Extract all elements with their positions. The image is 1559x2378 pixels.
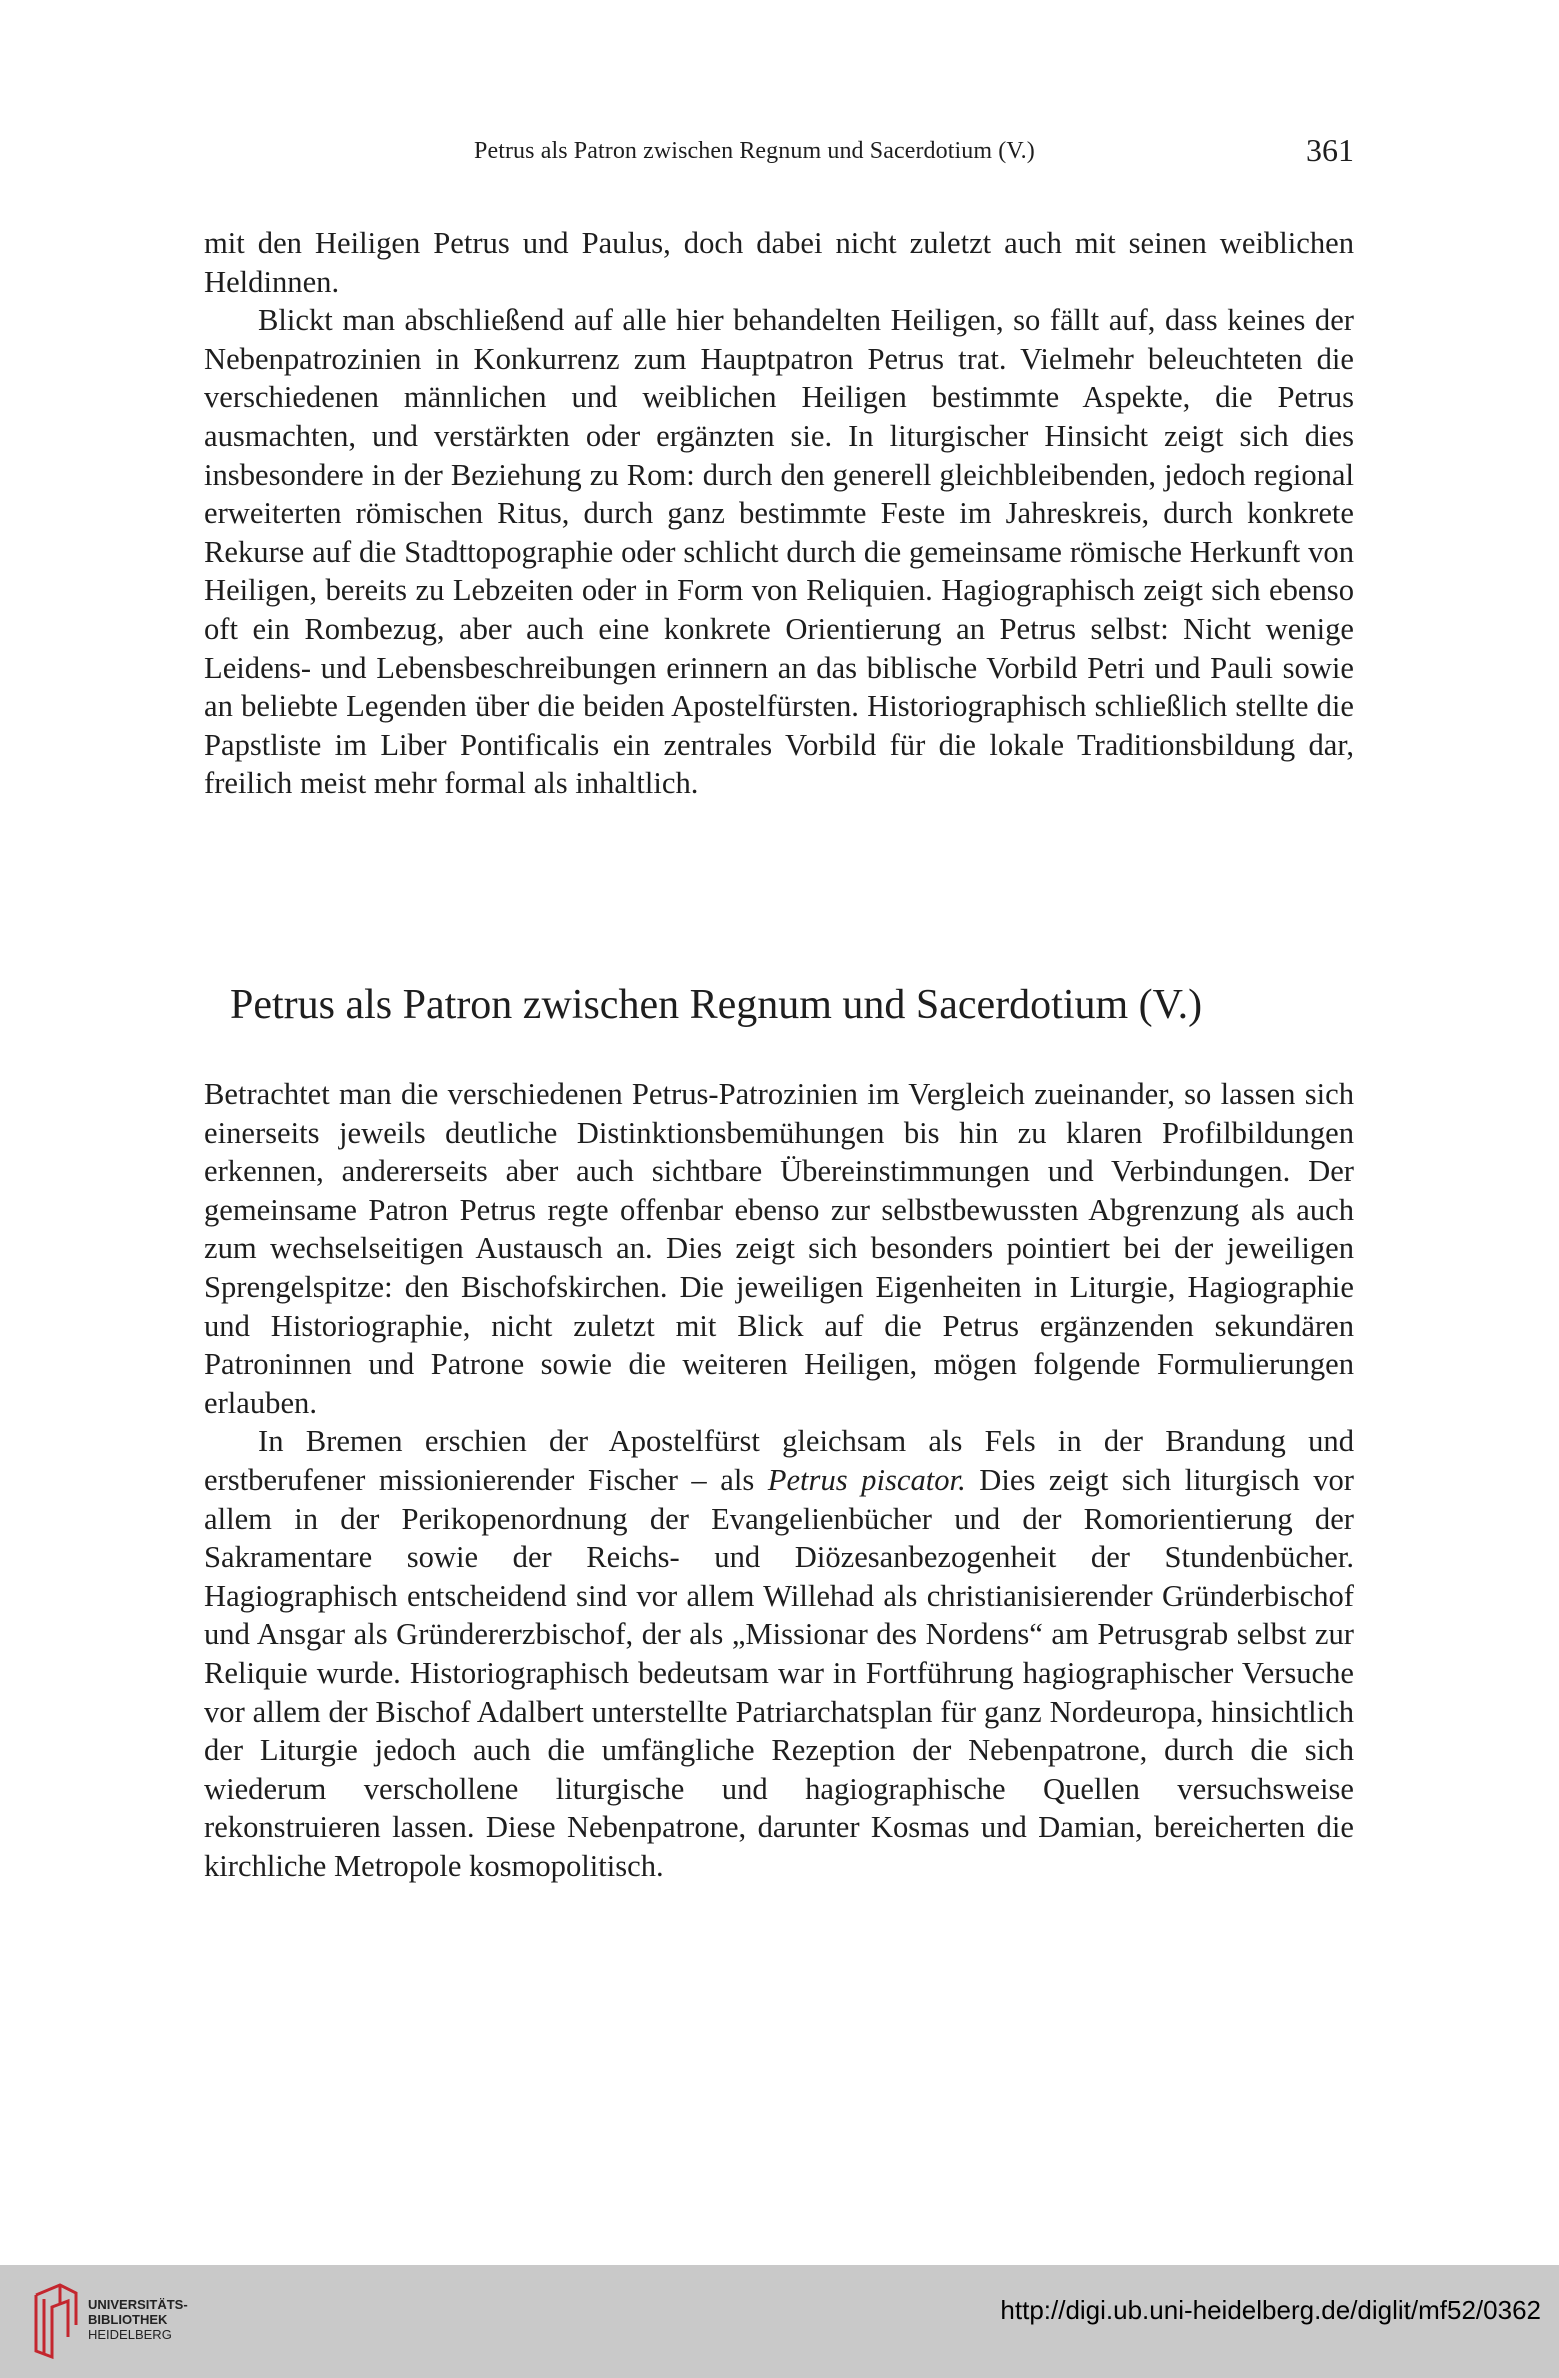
library-name [88,2297,188,2342]
section-heading: Petrus als Patron zwischen Regnum und Sacerdotium (V.) [230,982,1203,1028]
body-text-top [204,224,1354,803]
page-number: 361 [1306,132,1354,168]
section-paragraph-2 [204,1422,1354,1885]
library-name-line-2: BIBLIOTHEK [88,2312,168,2327]
library-name-line-1: UNIVERSITÄTS- [88,2297,188,2312]
paragraph-continuation: mit den Heiligen Petrus und Paulus, doch dabei nicht zuletzt auch mit seinen weiblichen Heldinnen. [204,226,1354,299]
running-head-title: Petrus als Patron zwischen Regnum und Sacerdotium (V.) [474,138,1035,164]
footer-bar [0,2265,1559,2378]
source-url-link[interactable]: http://digi.ub.uni-heidelberg.de/diglit/mf52/0362 [1000,2295,1541,2325]
paragraph-2-text-start: In Bremen erschien der Apostelfürst gleichsam als Fels in der Brandung und erstberufener missionierender Fischer – als [204,1424,1354,1497]
running-head [204,132,1354,172]
italic-term: Petrus piscator. [767,1462,966,1497]
library-logo[interactable] [30,2275,215,2370]
library-name-line-3: HEIDELBERG [88,2327,172,2342]
paragraph-2-text-end: Dies zeigt sich liturgisch vor allem in der Perikopenordnung der Evangelienbücher und der Romorientierung der Sakramentare sowie der Reichs- und Diözesanbezogenheit der Stundenbücher. Hagiographisch entscheidend sind vor allem Willehad als christianisierender Gründerbischof und Ansgar als Gründererzbischof, der als „Missionar des Nordens“ am Petrusgrab selbst zur Reliquie wurde. Historiographisch bedeutsam war in Fortführung hagiographischer Versuche vor allem der Bischof Adalbert unterstellte Patriarchatsplan für ganz Nordeuropa, hinsichtlich der Liturgie jedoch auch die umfängliche Rezeption der Nebenpatrone, durch die sich wiederum verschollene liturgische und hagiographische Quellen versuchsweise rekonstruieren lassen. Diese Nebenpatrone, darunter Kosmas und Damian, bereicherten die kirchliche Metropole kosmopolitisch. [204,1462,1354,1883]
body-text-section [204,1075,1354,1885]
paragraph-summary: Blickt man abschließend auf alle hier behandelten Heiligen, so fällt auf, dass keines der Nebenpatrozinien in Konkurrenz zum Hauptpatron Petrus trat. Vielmehr beleuchteten die verschiedenen männlichen und weiblichen Heiligen bestimmte Aspekte, die Petrus ausmachten, und verstärkten oder ergänzten sie. In liturgischer Hinsicht zeigt sich dies insbesondere in der Beziehung zu Rom: durch den generell gleichbleibenden, jedoch regional erweiterten römischen Ritus, durch ganz bestimmte Feste im Jahreskreis, durch konkrete Rekurse auf die Stadttopographie oder schlicht durch die gemeinsame römische Herkunft von Heiligen, bereits zu Lebzeiten oder in Form von Reliquien. Hagiographisch zeigt sich ebenso oft ein Rombezug, aber auch eine konkrete Orientierung an Petrus selbst: Nicht wenige Leidens- und Lebensbeschreibungen erinnern an das biblische Vorbild Petri und Pauli sowie an beliebte Legenden über die beiden Apostelfürsten. Historiographisch schließlich stellte die Papstliste im Liber Pontificalis ein zentrales Vorbild für die lokale Traditionsbildung dar, freilich meist mehr formal als inhaltlich. [204,303,1354,801]
section-paragraph-1: Betrachtet man die verschiedenen Petrus-Patrozinien im Vergleich zueinander, so lassen sich einerseits jeweils deutliche Distinktionsbemühungen bis hin zu klaren Profilbildungen erkennen, andererseits aber auch sichtbare Übereinstimmungen und Verbindungen. Der gemeinsame Patron Petrus regte offenbar ebenso zur selbstbewussten Abgrenzung als auch zum wechselseitigen Austausch an. Dies zeigt sich besonders pointiert bei der jeweiligen Sprengelspitze: den Bischofskirchen. Die jeweiligen Eigenheiten in Liturgie, Hagiographie und Historiographie, nicht zuletzt mit Blick auf die Petrus ergänzenden sekundären Patroninnen und Patrone sowie die weiteren Heiligen, mögen folgende Formulierungen erlauben. [204,1077,1354,1420]
library-logo-icon [30,2281,82,2361]
